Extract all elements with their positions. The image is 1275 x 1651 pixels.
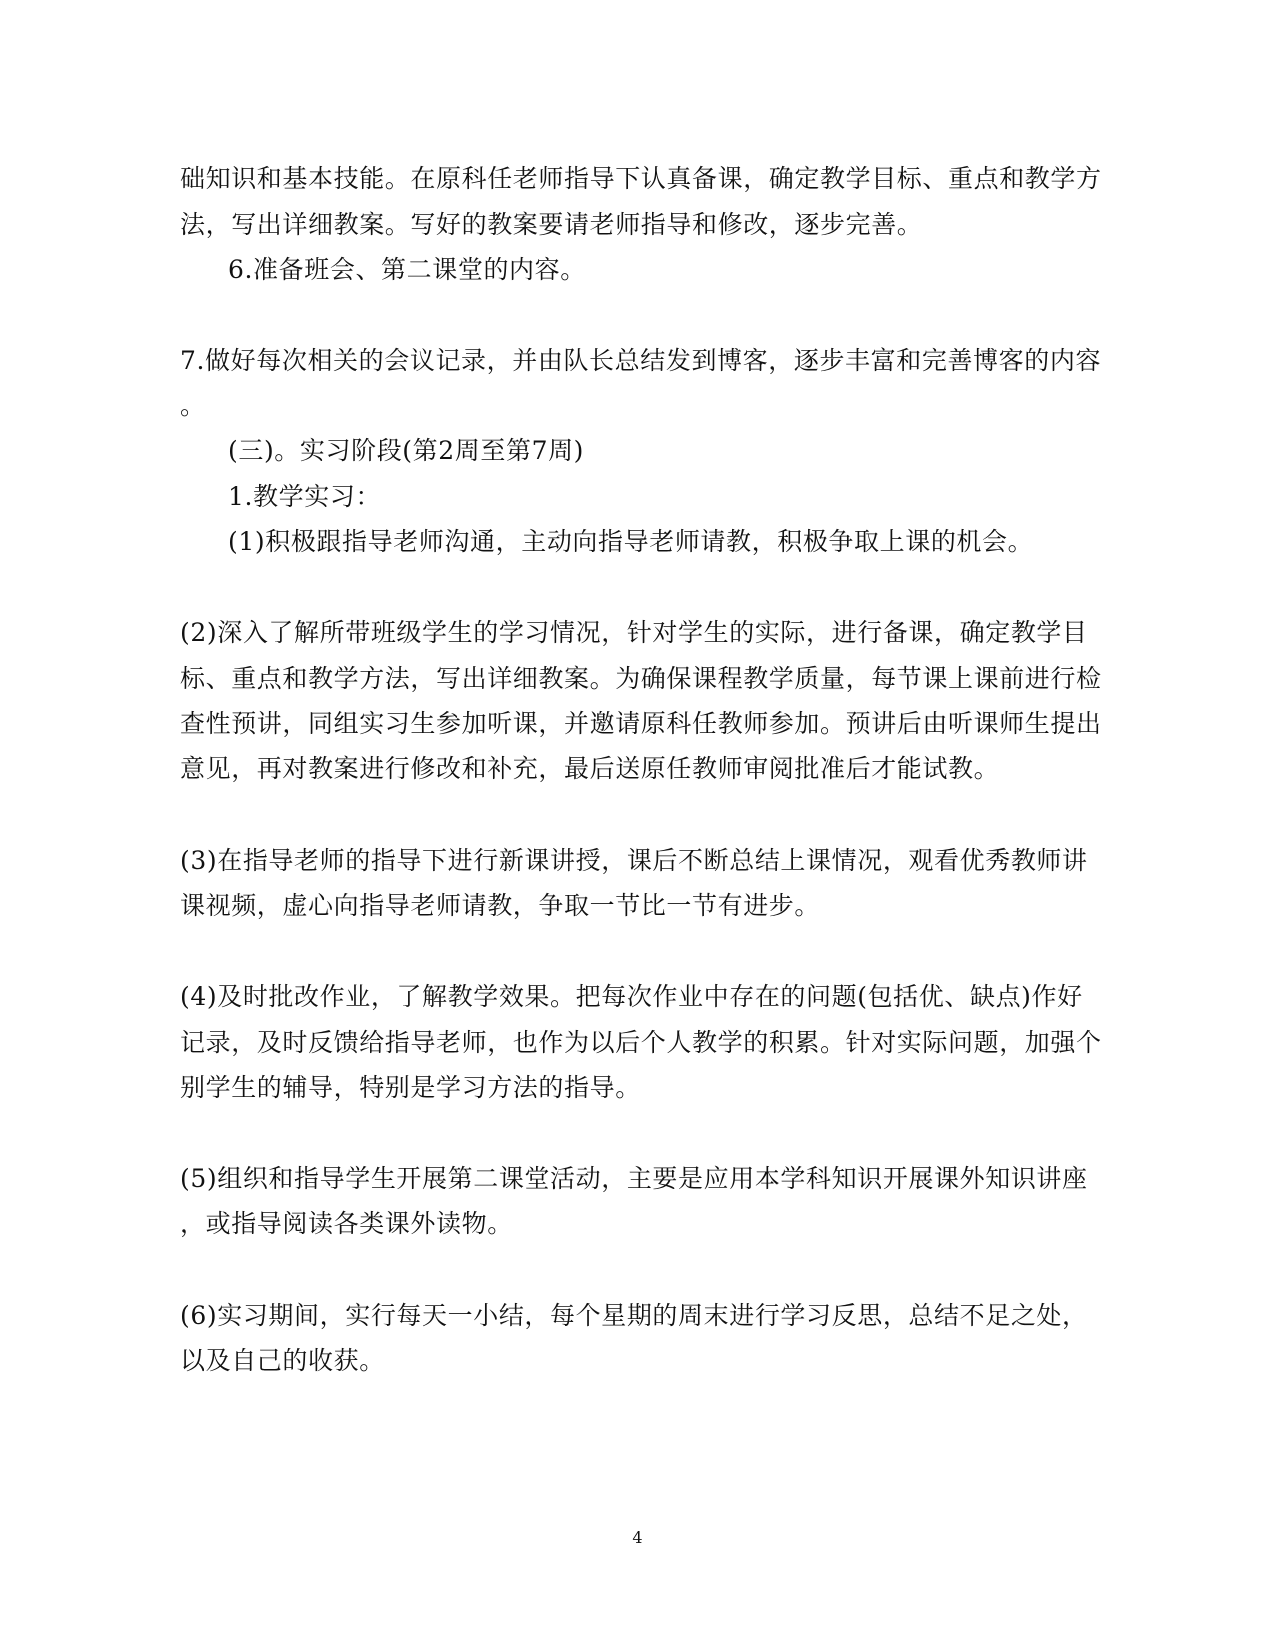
page-number: 4 <box>632 1528 643 1547</box>
text-line: 标、重点和教学方法，写出详细教案。为确保课程教学质量，每节课上课前进行检 <box>180 664 1102 693</box>
text-line: 础知识和基本技能。在原科任老师指导下认真备课，确定教学目标、重点和教学方 <box>180 164 1102 193</box>
text-line: (3)在指导老师的指导下进行新课讲授，课后不断总结上课情况，观看优秀教师讲 <box>180 846 1088 875</box>
text-line: (6)实习期间，实行每天一小结，每个星期的周末进行学习反思，总结不足之处， <box>180 1301 1088 1330</box>
text-line: 别学生的辅导，特别是学习方法的指导。 <box>180 1073 641 1102</box>
text-line: 意见，再对教案进行修改和补充，最后送原任教师审阅批准后才能试教。 <box>180 754 1000 783</box>
text-line: 查性预讲，同组实习生参加听课，并邀请原科任教师参加。预讲后由听课师生提出 <box>180 709 1102 738</box>
text-line: 。 <box>180 391 206 420</box>
text-line: (2)深入了解所带班级学生的学习情况，针对学生的实际，进行备课，确定教学目 <box>180 618 1088 647</box>
text-line: 以及自己的收获。 <box>180 1346 385 1375</box>
text-line: 课视频，虚心向指导老师请教，争取一节比一节有进步。 <box>180 891 821 920</box>
text-line: 记录，及时反馈给指导老师，也作为以后个人教学的积累。针对实际问题，加强个 <box>180 1028 1102 1057</box>
text-line: 法，写出详细教案。写好的教案要请老师指导和修改，逐步完善。 <box>180 210 923 239</box>
subsection-heading: 1.教学实习： <box>228 482 382 511</box>
text-line: 7.做好每次相关的会议记录，并由队长总结发到博客，逐步丰富和完善博客的内容 <box>180 346 1102 375</box>
text-line: 6.准备班会、第二课堂的内容。 <box>228 255 586 284</box>
text-line: ，或指导阅读各类课外读物。 <box>180 1209 513 1238</box>
text-line: (4)及时批改作业，了解教学效果。把每次作业中存在的问题(包括优、缺点)作好 <box>180 982 1083 1011</box>
text-line: (1)积极跟指导老师沟通，主动向指导老师请教，积极争取上课的机会。 <box>228 527 1034 556</box>
section-heading: (三)。实习阶段(第2周至第7周) <box>228 436 585 465</box>
text-line: (5)组织和指导学生开展第二课堂活动，主要是应用本学科知识开展课外知识讲座 <box>180 1164 1088 1193</box>
